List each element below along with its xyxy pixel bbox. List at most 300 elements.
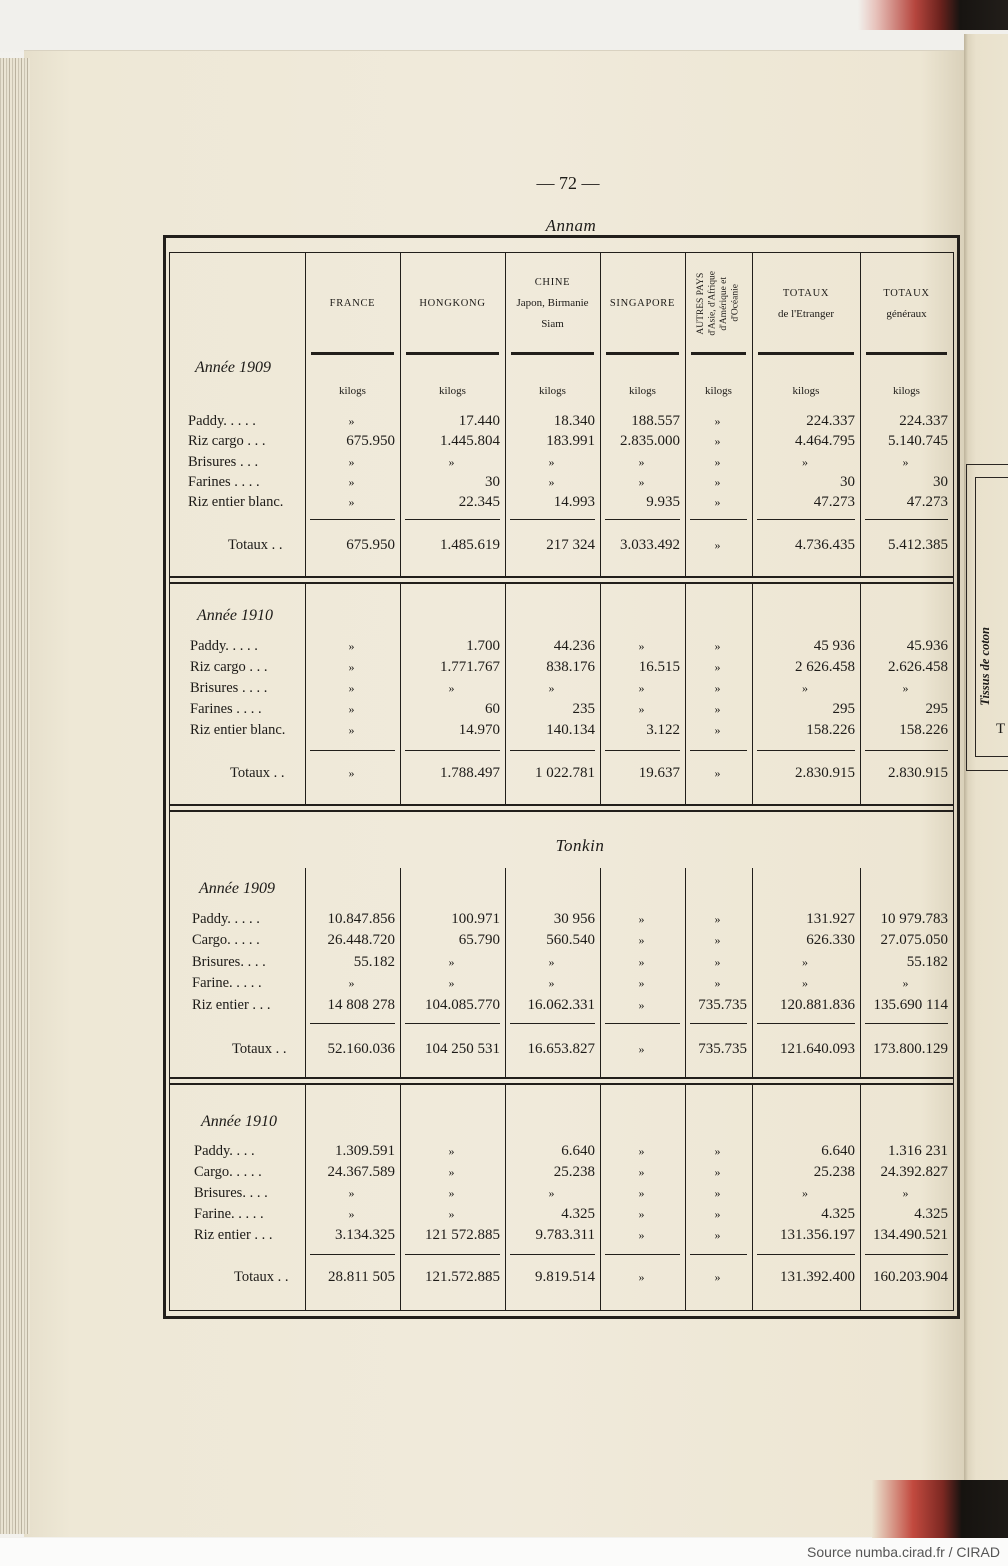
column-header-line: d'Océanie bbox=[730, 284, 740, 323]
total-autres: » bbox=[714, 538, 721, 552]
cell-singapore: » bbox=[638, 912, 645, 926]
side-tab-frame bbox=[975, 477, 1008, 757]
page-number: — 72 — bbox=[536, 173, 600, 193]
header-underline bbox=[511, 352, 594, 355]
total-france: 52.160.036 bbox=[327, 1041, 395, 1057]
cell-singapore: 2.835.000 bbox=[620, 433, 680, 449]
row-label: Brisures. . . . bbox=[192, 954, 266, 970]
cell-chine: » bbox=[548, 455, 555, 469]
cell-totaux-generaux: 47.273 bbox=[906, 494, 948, 510]
cell-totaux-generaux: 55.182 bbox=[906, 954, 948, 970]
cell-autres: » bbox=[714, 933, 721, 947]
cell-hongkong: 65.790 bbox=[458, 932, 500, 948]
cell-france: 26.448.720 bbox=[327, 932, 395, 948]
row-label: Riz cargo . . . bbox=[188, 433, 266, 449]
totals-separator bbox=[690, 750, 747, 751]
column-rule bbox=[400, 1084, 401, 1310]
row-label: Farine. . . . . bbox=[192, 975, 262, 991]
column-rule bbox=[752, 583, 753, 805]
totals-separator bbox=[510, 1023, 595, 1024]
cell-chine: 560.540 bbox=[546, 932, 595, 948]
cell-totaux-generaux: 158.226 bbox=[899, 722, 948, 738]
footer-bar bbox=[0, 1538, 1008, 1566]
cell-autres: » bbox=[714, 1165, 721, 1179]
cell-autres: » bbox=[714, 1144, 721, 1158]
cell-totaux-etranger: 224.337 bbox=[806, 413, 855, 429]
cell-chine: 18.340 bbox=[553, 413, 595, 429]
row-label: Brisures . . . bbox=[188, 454, 259, 470]
totals-separator bbox=[865, 750, 948, 751]
cell-france: 675.950 bbox=[346, 433, 395, 449]
column-rule bbox=[400, 868, 401, 1078]
column-header-chine bbox=[505, 257, 600, 350]
frame-right-inner bbox=[953, 252, 954, 1311]
cell-france: » bbox=[348, 976, 355, 990]
cell-totaux-generaux: 27.075.050 bbox=[880, 932, 948, 948]
column-rule bbox=[505, 1084, 506, 1310]
column-header-hongkong bbox=[400, 257, 505, 350]
year-heading: Année 1910 bbox=[197, 607, 273, 624]
column-rule bbox=[600, 868, 601, 1078]
cell-singapore: » bbox=[638, 681, 645, 695]
totals-separator bbox=[310, 1254, 395, 1255]
column-rule bbox=[505, 252, 506, 577]
total-singapore: » bbox=[638, 1270, 645, 1284]
totals-separator bbox=[510, 1254, 595, 1255]
cell-totaux-etranger: 45 936 bbox=[813, 638, 855, 654]
cell-totaux-generaux: 4.325 bbox=[914, 1206, 948, 1222]
totals-separator bbox=[510, 519, 595, 520]
cell-singapore: 188.557 bbox=[631, 413, 680, 429]
cell-france: » bbox=[348, 495, 355, 509]
block-divider-upper bbox=[169, 576, 954, 578]
totals-separator bbox=[310, 750, 395, 751]
column-rule bbox=[400, 583, 401, 805]
cell-singapore: » bbox=[638, 998, 645, 1012]
header-underline bbox=[606, 352, 679, 355]
column-header-line: AUTRES PAYS bbox=[695, 272, 706, 335]
totals-separator bbox=[605, 1023, 680, 1024]
cell-totaux-generaux: 45.936 bbox=[906, 638, 948, 654]
cell-totaux-etranger: » bbox=[802, 1186, 808, 1200]
cell-singapore: 9.935 bbox=[646, 494, 680, 510]
totals-separator bbox=[690, 1254, 747, 1255]
total-singapore: 19.637 bbox=[638, 765, 680, 781]
cell-hongkong: 30 bbox=[485, 474, 500, 490]
cell-totaux-etranger: 131.356.197 bbox=[780, 1227, 855, 1243]
row-label: Cargo. . . . . bbox=[192, 932, 260, 948]
column-rule bbox=[752, 252, 753, 577]
cell-singapore: » bbox=[638, 1207, 645, 1221]
column-rule bbox=[860, 583, 861, 805]
column-header-line: SINGAPORE bbox=[609, 298, 676, 309]
cell-autres: » bbox=[714, 702, 721, 716]
totals-separator bbox=[310, 519, 395, 520]
total-hongkong: 1.485.619 bbox=[440, 537, 500, 553]
column-header-line: CHINE bbox=[534, 277, 571, 288]
cell-totaux-etranger: 120.881.836 bbox=[780, 997, 855, 1013]
cell-autres: » bbox=[714, 681, 721, 695]
cell-autres: » bbox=[714, 1228, 721, 1242]
cell-hongkong: » bbox=[448, 1165, 455, 1179]
cell-france: 1.309.591 bbox=[335, 1143, 395, 1159]
column-header-line: de l'Etranger bbox=[777, 307, 835, 320]
cell-totaux-etranger: 626.330 bbox=[806, 932, 855, 948]
totals-separator bbox=[310, 1023, 395, 1024]
cell-totaux-etranger: » bbox=[802, 455, 808, 469]
cell-singapore: » bbox=[638, 1186, 645, 1200]
column-header-autres bbox=[685, 257, 752, 350]
total-france: 28.811 505 bbox=[328, 1269, 395, 1285]
row-label: Riz entier blanc. bbox=[188, 494, 284, 510]
cell-france: » bbox=[348, 723, 355, 737]
cell-singapore: » bbox=[638, 1165, 645, 1179]
cell-chine: 6.640 bbox=[561, 1143, 595, 1159]
cell-autres: » bbox=[714, 475, 721, 489]
totals-label: Totaux . . bbox=[232, 1041, 287, 1057]
column-header-line: d'Amérique et bbox=[718, 276, 729, 331]
cell-totaux-etranger: 47.273 bbox=[813, 494, 855, 510]
total-autres: » bbox=[714, 766, 721, 780]
cell-hongkong: 104.085.770 bbox=[425, 997, 500, 1013]
column-header-line: Japon, Birmanie bbox=[516, 297, 589, 309]
total-totaux-etranger: 121.640.093 bbox=[780, 1041, 855, 1057]
source-credit: Source numba.cirad.fr / CIRAD bbox=[807, 1544, 1000, 1560]
block-divider-upper bbox=[169, 804, 954, 806]
cell-hongkong: 60 bbox=[485, 701, 500, 717]
row-label: Riz entier . . . bbox=[194, 1227, 273, 1243]
cell-france: » bbox=[348, 639, 355, 653]
cell-chine: » bbox=[548, 955, 555, 969]
cell-chine: 44.236 bbox=[553, 638, 595, 654]
frame-bottom-outer bbox=[163, 1316, 960, 1319]
cell-chine: 30 956 bbox=[553, 911, 595, 927]
totals-separator bbox=[405, 750, 500, 751]
unit-label: kilogs bbox=[439, 385, 466, 397]
total-autres: 735.735 bbox=[698, 1041, 747, 1057]
cell-totaux-generaux: » bbox=[902, 681, 909, 695]
row-label: Cargo. . . . . bbox=[194, 1164, 262, 1180]
cell-totaux-generaux: 135.690 114 bbox=[873, 997, 948, 1013]
side-tab-label: Tissus de coton bbox=[978, 627, 992, 706]
block-divider-lower bbox=[169, 582, 954, 584]
cell-totaux-generaux: » bbox=[902, 455, 909, 469]
column-header-line: d'Asie, d'Afrique bbox=[707, 271, 717, 336]
cell-singapore: 16.515 bbox=[638, 659, 680, 675]
cell-totaux-generaux: 30 bbox=[933, 474, 948, 490]
frame-right-outer bbox=[957, 235, 960, 1319]
header-underline bbox=[311, 352, 394, 355]
side-index-tab bbox=[966, 464, 1008, 771]
column-header-totaux-generaux bbox=[860, 257, 953, 350]
cell-totaux-generaux: 295 bbox=[925, 701, 948, 717]
section-title-tonkin: Tonkin bbox=[555, 836, 605, 855]
cell-totaux-etranger: 295 bbox=[832, 701, 855, 717]
column-rule bbox=[685, 252, 686, 577]
cell-autres: » bbox=[714, 414, 721, 428]
cell-totaux-generaux: 5.140.745 bbox=[888, 433, 948, 449]
unit-label: kilogs bbox=[705, 385, 732, 397]
section-title-annam: Annam bbox=[545, 216, 597, 235]
row-label: Paddy. . . . . bbox=[188, 413, 256, 429]
total-autres: » bbox=[714, 1270, 721, 1284]
cell-hongkong: 17.440 bbox=[458, 413, 500, 429]
cell-france: » bbox=[348, 660, 355, 674]
header-underline bbox=[406, 352, 499, 355]
cell-totaux-etranger: 4.464.795 bbox=[795, 433, 855, 449]
cell-totaux-etranger: » bbox=[802, 976, 808, 990]
cell-autres: 735.735 bbox=[698, 997, 747, 1013]
total-hongkong: 1.788.497 bbox=[440, 765, 500, 781]
column-rule bbox=[505, 583, 506, 805]
cell-hongkong: » bbox=[448, 976, 455, 990]
cell-singapore: » bbox=[638, 976, 645, 990]
totals-separator bbox=[605, 750, 680, 751]
year-heading: Année 1909 bbox=[195, 359, 271, 376]
total-france: 675.950 bbox=[346, 537, 395, 553]
year-heading: Année 1910 bbox=[201, 1113, 277, 1130]
cell-autres: » bbox=[714, 912, 721, 926]
unit-label: kilogs bbox=[539, 385, 566, 397]
cell-totaux-generaux: 10 979.783 bbox=[880, 911, 948, 927]
column-header-line: TOTAUX bbox=[883, 287, 930, 299]
column-header-totaux-etranger bbox=[752, 257, 860, 350]
column-header-line: TOTAUX bbox=[782, 287, 830, 299]
cell-totaux-etranger: 131.927 bbox=[806, 911, 855, 927]
cell-hongkong: 1.445.804 bbox=[440, 433, 500, 449]
total-totaux-etranger: 4.736.435 bbox=[795, 537, 855, 553]
total-chine: 1 022.781 bbox=[535, 765, 595, 781]
total-chine: 9.819.514 bbox=[535, 1269, 595, 1285]
header-underline bbox=[758, 352, 854, 355]
column-rule bbox=[860, 252, 861, 577]
cell-chine: » bbox=[548, 475, 555, 489]
cell-france: 24.367.589 bbox=[327, 1164, 395, 1180]
cell-france: » bbox=[348, 475, 355, 489]
total-singapore: » bbox=[638, 1042, 645, 1056]
cell-totaux-generaux: 224.337 bbox=[899, 413, 948, 429]
cell-autres: » bbox=[714, 434, 721, 448]
cell-totaux-generaux: 134.490.521 bbox=[873, 1227, 948, 1243]
cell-france: 10.847.856 bbox=[327, 911, 395, 927]
block-divider-upper bbox=[169, 1077, 954, 1079]
cell-hongkong: 22.345 bbox=[458, 494, 500, 510]
column-header-line: généraux bbox=[886, 307, 927, 320]
cell-singapore: » bbox=[638, 639, 645, 653]
unit-label: kilogs bbox=[893, 385, 920, 397]
cell-autres: » bbox=[714, 495, 721, 509]
cell-singapore: » bbox=[638, 1228, 645, 1242]
cell-singapore: » bbox=[638, 455, 645, 469]
frame-left-inner bbox=[169, 252, 170, 1311]
column-header-line: Siam bbox=[541, 318, 564, 330]
cell-chine: 4.325 bbox=[561, 1206, 595, 1222]
column-rule bbox=[305, 1084, 306, 1310]
cell-autres: » bbox=[714, 1186, 721, 1200]
cell-france: 14 808 278 bbox=[327, 997, 395, 1013]
totals-separator bbox=[690, 1023, 747, 1024]
column-rule bbox=[752, 1084, 753, 1310]
cell-totaux-etranger: 4.325 bbox=[821, 1206, 855, 1222]
totals-separator bbox=[865, 1254, 948, 1255]
column-rule bbox=[505, 868, 506, 1078]
column-header-france bbox=[305, 257, 400, 350]
cell-france: » bbox=[348, 1186, 355, 1200]
totals-label: Totaux . . bbox=[234, 1269, 289, 1285]
totals-label: Totaux . . bbox=[228, 537, 283, 553]
cell-autres: » bbox=[714, 955, 721, 969]
column-rule bbox=[600, 252, 601, 577]
frame-bottom-inner bbox=[169, 1310, 954, 1311]
totals-separator bbox=[405, 519, 500, 520]
totals-separator bbox=[690, 519, 747, 520]
column-header-line: FRANCE bbox=[329, 298, 376, 309]
total-totaux-generaux: 2.830.915 bbox=[888, 765, 948, 781]
cell-autres: » bbox=[714, 660, 721, 674]
row-label: Paddy. . . . . bbox=[192, 911, 260, 927]
column-rule bbox=[600, 583, 601, 805]
row-label: Riz cargo . . . bbox=[190, 659, 268, 675]
cell-hongkong: » bbox=[448, 955, 455, 969]
cell-hongkong: » bbox=[448, 681, 455, 695]
unit-label: kilogs bbox=[339, 385, 366, 397]
cell-france: » bbox=[348, 414, 355, 428]
column-rule bbox=[685, 868, 686, 1078]
block-divider-lower bbox=[169, 1083, 954, 1085]
cell-totaux-generaux: 1.316 231 bbox=[888, 1143, 948, 1159]
cell-hongkong: 1.771.767 bbox=[440, 659, 500, 675]
totals-separator bbox=[757, 750, 855, 751]
cell-hongkong: » bbox=[448, 1207, 455, 1221]
total-totaux-generaux: 160.203.904 bbox=[873, 1269, 948, 1285]
totals-label: Totaux . . bbox=[230, 765, 285, 781]
cell-singapore: » bbox=[638, 702, 645, 716]
column-rule bbox=[600, 1084, 601, 1310]
cell-totaux-generaux: » bbox=[902, 1186, 909, 1200]
column-rule bbox=[860, 868, 861, 1078]
column-header-singapore bbox=[600, 257, 685, 350]
cell-chine: » bbox=[548, 681, 555, 695]
row-label: Riz entier blanc. bbox=[190, 722, 286, 738]
cell-hongkong: » bbox=[448, 1144, 455, 1158]
cell-chine: 25.238 bbox=[553, 1164, 595, 1180]
row-label: Brisures . . . . bbox=[190, 680, 268, 696]
column-header-line: HONGKONG bbox=[419, 298, 486, 309]
totals-separator bbox=[605, 1254, 680, 1255]
row-label: Paddy. . . . . bbox=[190, 638, 258, 654]
cell-totaux-etranger: 158.226 bbox=[806, 722, 855, 738]
side-tab-letter: T bbox=[996, 721, 1006, 737]
year-heading: Année 1909 bbox=[199, 880, 275, 897]
column-rule bbox=[305, 583, 306, 805]
column-rule bbox=[860, 1084, 861, 1310]
unit-label: kilogs bbox=[792, 385, 820, 397]
cell-chine: 9.783.311 bbox=[535, 1227, 595, 1243]
totals-separator bbox=[405, 1023, 500, 1024]
total-france: » bbox=[348, 766, 355, 780]
row-label: Farines . . . . bbox=[188, 474, 260, 490]
cell-autres: » bbox=[714, 1207, 721, 1221]
header-underline bbox=[691, 352, 746, 355]
cell-totaux-generaux: 2.626.458 bbox=[888, 659, 948, 675]
total-chine: 16.653.827 bbox=[527, 1041, 595, 1057]
totals-separator bbox=[757, 1254, 855, 1255]
cell-hongkong: 121 572.885 bbox=[425, 1227, 500, 1243]
cell-singapore: » bbox=[638, 933, 645, 947]
totals-separator bbox=[865, 519, 948, 520]
cell-chine: 183.991 bbox=[546, 433, 595, 449]
cell-france: » bbox=[348, 702, 355, 716]
column-rule bbox=[305, 252, 306, 577]
frame-top-inner bbox=[169, 252, 954, 253]
row-label: Farine. . . . . bbox=[194, 1206, 264, 1222]
total-totaux-etranger: 2.830.915 bbox=[795, 765, 855, 781]
cell-singapore: » bbox=[638, 1144, 645, 1158]
totals-separator bbox=[757, 1023, 855, 1024]
row-label: Paddy. . . . bbox=[194, 1143, 255, 1159]
cell-autres: » bbox=[714, 455, 721, 469]
cell-totaux-etranger: 2 626.458 bbox=[795, 659, 855, 675]
cell-autres: » bbox=[714, 976, 721, 990]
cell-france: » bbox=[348, 455, 355, 469]
totals-separator bbox=[605, 519, 680, 520]
total-singapore: 3.033.492 bbox=[620, 537, 680, 553]
cell-france: 3.134.325 bbox=[335, 1227, 395, 1243]
totals-separator bbox=[405, 1254, 500, 1255]
cell-totaux-generaux: » bbox=[902, 976, 909, 990]
total-totaux-etranger: 131.392.400 bbox=[780, 1269, 855, 1285]
cell-totaux-etranger: » bbox=[802, 955, 808, 969]
row-label: Riz entier . . . bbox=[192, 997, 271, 1013]
cell-singapore: 3.122 bbox=[646, 722, 680, 738]
cell-singapore: » bbox=[638, 475, 645, 489]
frame-left-outer bbox=[163, 235, 166, 1319]
cell-france: » bbox=[348, 1207, 355, 1221]
cell-totaux-etranger: 6.640 bbox=[821, 1143, 855, 1159]
total-hongkong: 121.572.885 bbox=[425, 1269, 500, 1285]
totals-separator bbox=[865, 1023, 948, 1024]
total-chine: 217 324 bbox=[546, 537, 595, 553]
cell-chine: 838.176 bbox=[546, 659, 595, 675]
cell-totaux-etranger: 25.238 bbox=[813, 1164, 855, 1180]
cell-autres: » bbox=[714, 723, 721, 737]
cell-hongkong: » bbox=[448, 1186, 455, 1200]
cell-hongkong: 1.700 bbox=[466, 638, 500, 654]
header-underline bbox=[866, 352, 947, 355]
total-totaux-generaux: 5.412.385 bbox=[888, 537, 948, 553]
row-label: Brisures. . . . bbox=[194, 1185, 268, 1201]
total-totaux-generaux: 173.800.129 bbox=[873, 1041, 948, 1057]
cell-chine: 140.134 bbox=[546, 722, 595, 738]
row-label: Farines . . . . bbox=[190, 701, 262, 717]
column-header-rotated bbox=[696, 271, 742, 336]
cell-france: 55.182 bbox=[353, 954, 395, 970]
cell-totaux-etranger: 30 bbox=[840, 474, 855, 490]
totals-separator bbox=[510, 750, 595, 751]
column-rule bbox=[752, 868, 753, 1078]
column-rule bbox=[400, 252, 401, 577]
cell-totaux-generaux: 24.392.827 bbox=[880, 1164, 948, 1180]
cell-totaux-etranger: » bbox=[802, 681, 808, 695]
column-rule bbox=[305, 868, 306, 1078]
cell-hongkong: 100.971 bbox=[451, 911, 500, 927]
block-divider-lower bbox=[169, 810, 954, 812]
cell-chine: » bbox=[548, 976, 555, 990]
cell-chine: 235 bbox=[572, 701, 595, 717]
cell-chine: » bbox=[548, 1186, 555, 1200]
cell-hongkong: 14.970 bbox=[458, 722, 500, 738]
totals-separator bbox=[757, 519, 855, 520]
